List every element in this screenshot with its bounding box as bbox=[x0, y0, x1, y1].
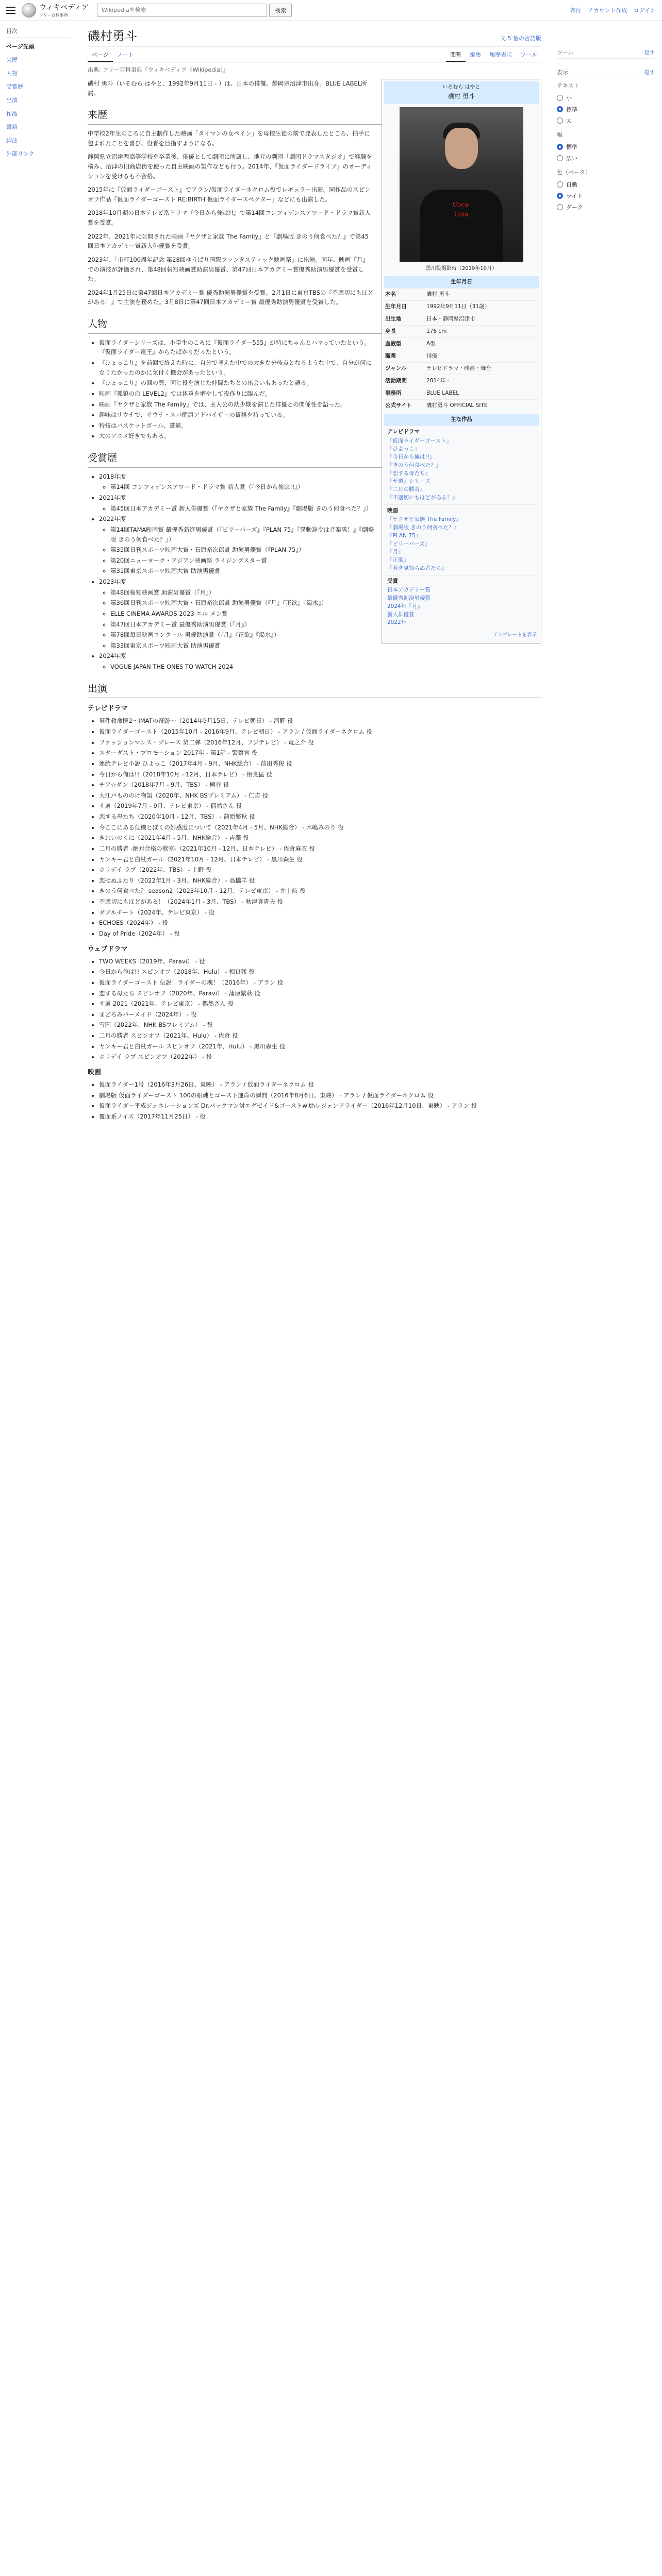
wikipedia-logo[interactable] bbox=[22, 2, 89, 18]
tools-title: ツール bbox=[557, 49, 574, 56]
infobox-works-tv bbox=[384, 426, 539, 504]
tv-item: • 事件救命医2〜IMATの奇跡〜（2014年9月15日、テレビ朝日） - 河野 役 bbox=[99, 716, 541, 726]
search-area bbox=[97, 4, 292, 17]
web-item: • ヤンキー君と白杖ガール スピンオフ（2021年、Hulu） - 黒川森生 役 bbox=[99, 1042, 541, 1052]
tv-item: • ファッションマンス・プレース 第二弾（2016年12月、フジテレビ） - 竜之介 役 bbox=[99, 738, 541, 748]
tv-item: • きれいのくに（2021年4月 - 5月、NHK総合） - 吉澤 役 bbox=[99, 833, 541, 843]
award-item: ◦ 第14回TAMA映画賞 最優秀新進男優賞（『ビリーバーズ』『PLAN 75』『異動辞令は音楽隊！』『劇場版 きのう何食べた？』） bbox=[110, 525, 541, 544]
text-size-option[interactable] bbox=[557, 104, 655, 115]
award-year-label: 2024年度 bbox=[99, 652, 126, 660]
toc-item-books[interactable]: 書籍 bbox=[6, 124, 18, 130]
history-paragraph: 2015年に『仮面ライダーゴースト』でアラン/仮面ライダーネクロム役でレギュラー出演。同作品のスピンオフ作品『仮面ライダーゴースト RE:BIRTH 仮面ライダースペクター』などにも出演した。 bbox=[88, 186, 371, 203]
logo-title: ウィキペディア bbox=[39, 4, 89, 12]
radio-icon[interactable] bbox=[557, 117, 563, 124]
infobox-row-key: 活動期間 bbox=[385, 377, 407, 384]
tab-talk[interactable]: ノート bbox=[117, 52, 134, 58]
infobox-row-key: 血液型 bbox=[385, 340, 402, 347]
tv-item: • チア☆ダン（2018年7月 - 9月、TBS） - 桐谷 役 bbox=[99, 780, 541, 790]
infobox-row bbox=[384, 337, 539, 350]
article-title: 磯村勇斗 bbox=[88, 29, 137, 43]
award-year-label: 2021年度 bbox=[99, 494, 126, 502]
toc-title: 目次 bbox=[6, 27, 71, 38]
infobox-header bbox=[384, 81, 539, 104]
award-item: ◦ 第48回報知映画賞 助演男優賞（『月』） bbox=[110, 588, 541, 598]
width-title: 幅 bbox=[557, 131, 562, 138]
history-paragraph: 2022年、2021年に公開された映画『ヤクザと家族 The Family』と『劇場版 きのう何食べた？』で第45回日本アカデミー賞新人俳優賞を受賞。 bbox=[88, 232, 369, 250]
award-item: ◦ ELLE CINEMA AWARDS 2023 エル メン賞 bbox=[110, 609, 541, 619]
toc-item-notes[interactable]: 脚注 bbox=[6, 137, 18, 144]
award-item: ◦ 第14回 コンフィデンスアワード・ドラマ賞 新人賞（『今日から俺は!!』） bbox=[110, 482, 541, 492]
section-appearances-heading: 出演 bbox=[88, 681, 541, 699]
award-year-label: 2023年度 bbox=[99, 578, 126, 586]
person-item: • 『ひょっこり』を前回で終えた時に、自分で考えた中での大きな分岐点となるような中で、自分が何になりたかったのかに気付く機会があったという。 bbox=[99, 358, 541, 377]
infobox-work-item[interactable]: 『正欲』 bbox=[387, 557, 409, 564]
hide-tools-button[interactable]: 隠す bbox=[644, 50, 655, 56]
infobox-row-key: 事務所 bbox=[385, 389, 402, 396]
infobox-row-value: 1992年9月11日（31歳） bbox=[426, 303, 490, 310]
tab-edit[interactable]: 編集 bbox=[470, 52, 482, 58]
tv-item: • ECHOES（2024年） - 役 bbox=[99, 918, 541, 928]
infobox-row-key: 職業 bbox=[385, 352, 396, 359]
infobox-row-value: 176 cm bbox=[426, 328, 447, 334]
infobox-work-item[interactable]: 『恋する母たち』 bbox=[387, 470, 431, 477]
infobox-work-item[interactable]: 『若き見知らぬ者たち』 bbox=[387, 565, 447, 571]
award-item: ◦ 第31回東京スポーツ映画大賞 助演男優賞 bbox=[110, 566, 541, 576]
tab-page[interactable]: ページ bbox=[88, 48, 113, 62]
infobox-work-item[interactable]: 『ビリーバーズ』 bbox=[387, 540, 430, 547]
infobox-row bbox=[384, 288, 539, 300]
menu-icon[interactable] bbox=[6, 7, 15, 14]
infobox-row bbox=[384, 362, 539, 375]
infobox-section-works: 主な作品 bbox=[384, 414, 539, 426]
infobox-works-film bbox=[384, 504, 539, 575]
film-item: • 劇場版 仮面ライダーゴースト 100の眼魂とゴースト運命の瞬間（2016年8月6日、東映） - アラン / 仮面ライダーネクロム 役 bbox=[99, 1091, 541, 1100]
color-option-label: ダーク bbox=[566, 204, 583, 211]
web-item: • サ道 2021（2021年、テレビ東京） - 偶然さん 役 bbox=[99, 999, 541, 1009]
radio-icon[interactable] bbox=[557, 106, 563, 112]
infobox-row bbox=[384, 399, 539, 412]
infobox-work-item[interactable]: 『きのう何食べた？』 bbox=[387, 462, 441, 468]
infobox-row-value: 俳優 bbox=[426, 352, 437, 359]
infobox-works-film-title: 映画 bbox=[387, 507, 398, 514]
header-links bbox=[570, 6, 656, 14]
tv-item: • ダブルチート（2024年、テレビ東京） - 役 bbox=[99, 908, 541, 918]
infobox-work-item[interactable]: 2022年 bbox=[387, 619, 407, 626]
web-item: • 二月の勝者 スピンオフ（2021年、Hulu） - 佐倉 役 bbox=[99, 1031, 541, 1041]
award-item: ◦ 第35回日刊スポーツ映画大賞・石原裕次郎賞 助演男優賞（『PLAN 75』） bbox=[110, 545, 541, 555]
tv-item: • 今ここにある危機とぼくの好感度について（2021年4月 - 5月、NHK総合） - 木嶋みのり 役 bbox=[99, 823, 541, 833]
text-size-title: テキスト bbox=[557, 82, 580, 89]
tools-block bbox=[557, 48, 655, 59]
film-item: • 仮面ライダー平成ジェネレーションズ Dr.パックマン対エグゼイド&ゴーストwithレジェンドライダー（2016年12月10日、東映） - アラン 役 bbox=[99, 1101, 541, 1111]
infobox-row-key: ジャンル bbox=[385, 365, 407, 371]
infobox-rows bbox=[384, 288, 539, 412]
tv-item: • 二月の勝者 -絶対合格の教室-（2021年10月 - 12月、日本テレビ） - 佐倉麻衣 役 bbox=[99, 844, 541, 854]
photo-caption: 黒川役撮影時（2019年10月） bbox=[425, 265, 498, 272]
appearance-title: 表示 bbox=[557, 69, 568, 76]
infobox-work-item[interactable]: 『サ道』シリーズ bbox=[387, 478, 431, 485]
award-item: ◦ VOGUE JAPAN THE ONES TO WATCH 2024 bbox=[110, 662, 541, 672]
tv-item: • 恋せぬふたり（2022年1月 - 3月、NHK総合） - 高橋羊 役 bbox=[99, 876, 541, 886]
tv-item: • 仮面ライダーゴースト（2015年10月 - 2016年9月、テレビ朝日） - アラン / 仮面ライダーネクロム 役 bbox=[99, 727, 541, 737]
page-tabs bbox=[88, 48, 541, 62]
web-item: • 雪国（2022年、NHK BSプレミアム） - 役 bbox=[99, 1020, 541, 1030]
shirt-print: Coca-Cola bbox=[452, 200, 471, 218]
page-title bbox=[88, 26, 541, 46]
infobox-work-item[interactable]: 『今日から俺は!!』 bbox=[387, 454, 435, 461]
tv-list bbox=[99, 716, 541, 938]
portrait-photo[interactable] bbox=[400, 107, 523, 262]
login-link[interactable]: ログイン bbox=[633, 7, 656, 14]
infobox-awards-title: 受賞 bbox=[387, 578, 398, 584]
infobox-row-key: 生年月日 bbox=[385, 303, 407, 310]
infobox-row bbox=[384, 350, 539, 362]
toc-item-awards[interactable]: 受賞歴 bbox=[6, 83, 23, 90]
infobox-works-tv-title: テレビドラマ bbox=[387, 428, 420, 435]
color-option[interactable] bbox=[557, 190, 655, 201]
award-item: ◦ 第78回毎日映画コンクール 男優助演賞（『月』『正欲』『渇水』） bbox=[110, 630, 541, 640]
infobox-row bbox=[384, 375, 539, 387]
award-year-label: 2018年度 bbox=[99, 472, 126, 480]
history-paragraph: 静岡県立沼津西高等学校を卒業後、俳優として劇団に所属し、地元の劇団「劇団ドラマスタジオ」で経験を積み、沼津の旧商店街を使った自主映画の製作なども行う。2014年、『仮面ライダードライブ』のオーディションを受けるも不合格。 bbox=[88, 153, 372, 180]
history-paragraph: 2023年、「市町100周年記念 第28回ゆうばり国際ファンタスティック映画祭」に出演。同年、映画『月』での演技が評価され、第48回報知映画賞助演男優賞、第47回日本アカデミー賞優秀助演男優賞を受賞した。 bbox=[88, 256, 369, 283]
tab-tools[interactable]: ツール bbox=[520, 52, 537, 58]
infobox-row-key: 公式サイト bbox=[385, 402, 412, 409]
tv-item: • スターダスト・プロモーション 2017年 - 第1話 - 警察官 役 bbox=[99, 748, 541, 758]
text-size-option[interactable] bbox=[557, 92, 655, 104]
radio-icon[interactable] bbox=[557, 193, 563, 199]
person-item: • 特技はバスケットボール、書道。 bbox=[99, 421, 541, 431]
globe-icon bbox=[22, 3, 36, 18]
section-history-heading: 来歴 bbox=[88, 107, 541, 125]
text-size-option-label: 小 bbox=[566, 95, 572, 101]
text-size-option[interactable] bbox=[557, 115, 655, 126]
color-option-label: 自動 bbox=[566, 181, 577, 188]
search-button[interactable]: 検索 bbox=[269, 4, 292, 17]
section-awards-heading: 受賞歴 bbox=[88, 450, 541, 468]
infobox-work-item[interactable]: 『不適切にもほどがある！』 bbox=[387, 494, 458, 501]
tab-history[interactable]: 履歴表示 bbox=[489, 52, 512, 58]
logo-subtitle: フリー百科事典 bbox=[39, 13, 68, 18]
color-title: 色（ベータ） bbox=[557, 169, 591, 176]
tv-item: • 大江戸もののけ物語（2020年、NHK BSプレミアム） - 仁吉 役 bbox=[99, 791, 541, 801]
film-item: • 仮面ライダー1号（2016年3月26日、東映） - アラン / 仮面ライダーネクロム 役 bbox=[99, 1080, 541, 1090]
infobox-row bbox=[384, 325, 539, 337]
web-item: • 仮面ライダーゴースト 伝説！ライダーの魂！（2016年） - アラン 役 bbox=[99, 978, 541, 988]
template-link[interactable]: テンプレートを表示 bbox=[493, 632, 537, 638]
history-paragraph: 2018年10月期の日本テレビ系ドラマ『今日から俺は!!』で第14回コンフィデンスアワード・ドラマ賞新人賞を受賞。 bbox=[88, 209, 371, 227]
infobox-work-item[interactable]: 『ヤクザと家族 The Family』 bbox=[387, 516, 461, 523]
infobox bbox=[382, 79, 541, 643]
tv-item: • 今日から俺は!!（2018年10月 - 12月、日本テレビ） - 相良猛 役 bbox=[99, 770, 541, 779]
toc-item-external[interactable]: 外部リンク bbox=[6, 150, 35, 157]
color-option-label: ライト bbox=[566, 193, 583, 199]
infobox-awards bbox=[384, 575, 539, 630]
film-item: • 覆面系ノイズ（2017年11月25日） - 役 bbox=[99, 1112, 541, 1122]
main-content bbox=[88, 26, 541, 1125]
infobox-work-item[interactable]: 日本アカデミー賞 bbox=[387, 587, 431, 594]
infobox-row bbox=[384, 387, 539, 399]
color-option[interactable] bbox=[557, 201, 655, 213]
infobox-work-item[interactable]: 『PLAN 75』 bbox=[387, 532, 421, 539]
infobox-work-item[interactable]: 『二月の勝者』 bbox=[387, 486, 425, 493]
award-year-label: 2022年度 bbox=[99, 515, 126, 523]
tv-item: • きのう何食べた？ season2（2023年10月 - 12月、テレビ東京） - 井上航 役 bbox=[99, 886, 541, 896]
width-option-label: 広い bbox=[566, 155, 577, 162]
infobox-work-item[interactable]: 『仮面ライダーゴースト』 bbox=[387, 437, 452, 444]
infobox-row-key: 本名 bbox=[385, 291, 396, 297]
tab-read[interactable]: 閲覧 bbox=[446, 48, 466, 62]
infobox-row-value: BLUE LABEL bbox=[426, 389, 459, 396]
tv-drama-heading: テレビドラマ bbox=[88, 705, 128, 713]
appearance-block bbox=[557, 68, 655, 213]
radio-icon[interactable] bbox=[557, 181, 563, 188]
tv-item: • サ道（2019年7月 - 9月、テレビ東京） - 偶然さん 役 bbox=[99, 801, 541, 811]
person-item: • 大のアニメ好きでもある。 bbox=[99, 431, 541, 441]
infobox-work-item[interactable]: 『劇場版 きのう何食べた？』 bbox=[387, 524, 459, 531]
person-item: • 映画『ヤクザと家族 The Family』では、主人公の幼少期を演じた俳優との関係性を語った。 bbox=[99, 400, 541, 410]
tv-item: • 連続テレビ小説 ひよっこ（2017年4月 - 9月、NHK総合） - 前田秀俊 役 bbox=[99, 759, 541, 769]
toc-sidebar bbox=[0, 23, 77, 164]
award-item: ◦ 第33回東京スポーツ映画大賞 助演男優賞 bbox=[110, 641, 541, 651]
toc-item-history[interactable]: 来歴 bbox=[6, 57, 18, 63]
infobox-work-item[interactable]: 最優秀助演男優賞 bbox=[387, 595, 431, 602]
infobox-work-item[interactable]: 2024年『月』 bbox=[387, 603, 423, 609]
right-sidebar bbox=[557, 48, 655, 222]
lead-paragraph: 磯村 勇斗（いそむら はやと、1992年9月11日 - ）は、日本の俳優。静岡県沼津市出身。BLUE LABEL所属。 bbox=[88, 80, 367, 97]
search-input[interactable] bbox=[97, 4, 267, 17]
infobox-work-item[interactable]: 『月』 bbox=[387, 549, 404, 555]
web-drama-heading: ウェブドラマ bbox=[88, 945, 128, 953]
radio-icon[interactable] bbox=[557, 204, 563, 210]
film-list bbox=[99, 1080, 541, 1122]
infobox-name: 磯村 勇斗 bbox=[448, 93, 475, 100]
infobox-row-value: A型 bbox=[426, 340, 436, 347]
person-item: • 趣味はサウナで、サウナ・スパ健康アドバイザーの資格を持っている。 bbox=[99, 410, 541, 420]
award-item: ◦ 第36回日刊スポーツ映画大賞・石原裕次郎賞 助演男優賞（『月』『正欲』『渇水』） bbox=[110, 598, 541, 608]
text-size-option-label: 大 bbox=[566, 117, 572, 124]
infobox-section-profile: 生年月日 bbox=[384, 276, 539, 288]
radio-icon[interactable] bbox=[557, 155, 563, 161]
tv-item: • 不適切にもほどがある！（2024年1月 - 3月、TBS） - 秋津真貴夫 役 bbox=[99, 897, 541, 907]
toc-item-works[interactable]: 作品 bbox=[6, 110, 18, 117]
infobox-work-item[interactable]: 新人俳優賞 bbox=[387, 611, 415, 618]
from-line: 出典: フリー百科事典『ウィキペディア（Wikipedia）』 bbox=[88, 66, 229, 73]
person-item: • 映画『孤狼の血 LEVEL2』では体重を増やして役作りに臨んだ。 bbox=[99, 389, 541, 399]
history-paragraph: 2024年1月25日に第47回日本アカデミー賞 優秀助演男優賞を受賞。2月1日に東京TBSの『不適切にもほどがある！』で主演を務めた。3月8日に第47回日本アカデミー賞 最優秀助演男優賞を受賞した。 bbox=[88, 289, 374, 306]
web-list bbox=[99, 957, 541, 1062]
web-item: • ホリデイ ラブ スピンオフ（2022年） - 役 bbox=[99, 1052, 541, 1062]
infobox-row-key: 身長 bbox=[385, 328, 396, 334]
create-account-link[interactable]: アカウント作成 bbox=[587, 7, 627, 14]
person-item: • 仮面ライダーシリーズは、小学生のころに『仮面ライダー555』が特にちゃんとハマっていたという。『仮面ライダー電王』からたばかりだったという。 bbox=[99, 338, 541, 357]
award-item: ◦ 第45回日本アカデミー賞 新人俳優賞（『ヤクザと家族 The Family』『劇場版 きのう何食べた？』） bbox=[110, 504, 541, 514]
donate-link[interactable]: 寄付 bbox=[570, 7, 582, 14]
radio-icon[interactable] bbox=[557, 95, 563, 101]
web-item: • TWO WEEKS（2019年、Paravi） - 役 bbox=[99, 957, 541, 967]
tv-item: • ホリデイ ラブ（2022年、TBS） - 上野 役 bbox=[99, 865, 541, 875]
award-item: ◦ 第20回ニューヨーク・アジアン映画祭 ライジングスター賞 bbox=[110, 556, 541, 566]
toc-item-top[interactable]: ページ先頭 bbox=[6, 43, 35, 50]
tv-item: • ヤンキー君と白杖ガール（2021年10月 - 12月、日本テレビ） - 黒川森生 役 bbox=[99, 855, 541, 865]
text-size-option-label: 標準 bbox=[566, 106, 577, 113]
top-header bbox=[0, 0, 662, 21]
infobox-row-value: 2014年 - bbox=[426, 377, 450, 384]
width-option[interactable] bbox=[557, 152, 655, 164]
infobox-work-item[interactable]: 『ひよっこ』 bbox=[387, 446, 420, 452]
history-paragraph: 中学校2年生のころに自主制作した映画「タイマンの女ペイン」を母校生徒の前で発表したところ、拍手に包まれたことを喜び、役者を目指すようになる。 bbox=[88, 130, 370, 147]
film-heading: 映画 bbox=[88, 1068, 102, 1076]
tv-item: • 恋する母たち（2020年10月 - 12月、TBS） - 蒲原繁秋 役 bbox=[99, 812, 541, 822]
width-option[interactable] bbox=[557, 141, 655, 152]
person-item: • 『ひょっこり』の回の際、同じ役を演じた仲間たちとの出会いもあったと語る。 bbox=[99, 378, 541, 388]
infobox-row-key: 出生地 bbox=[385, 315, 402, 322]
tv-item: • Day of Pride（2024年） - 役 bbox=[99, 929, 541, 939]
award-year bbox=[99, 651, 541, 671]
infobox-row-value: テレビドラマ・映画・舞台 bbox=[426, 365, 491, 371]
infobox-name-kana: いそむら はやと bbox=[442, 84, 481, 90]
infobox-row bbox=[384, 300, 539, 313]
award-item: ◦ 第47回日本アカデミー賞 最優秀助演男優賞（『月』） bbox=[110, 620, 541, 630]
color-option[interactable] bbox=[557, 179, 655, 190]
language-button[interactable]: 文 5 個の言語版 bbox=[500, 35, 541, 42]
width-option-label: 標準 bbox=[566, 144, 577, 150]
hide-appearance-button[interactable]: 隠す bbox=[644, 70, 655, 76]
section-person-heading: 人物 bbox=[88, 316, 541, 334]
article-body bbox=[88, 79, 541, 1121]
web-item: • まどろみバーメイド（2024年） - 役 bbox=[99, 1010, 541, 1020]
web-item: • 恋する母たち スピンオフ（2020年、Paravi） - 蒲原繁秋 役 bbox=[99, 989, 541, 998]
toc-item-person[interactable]: 人物 bbox=[6, 70, 18, 77]
infobox-row bbox=[384, 313, 539, 325]
toc-item-appearances[interactable]: 出演 bbox=[6, 97, 18, 104]
infobox-row-value: 日本・静岡県沼津市 bbox=[426, 315, 475, 322]
infobox-row-value: 磯村勇斗 OFFICIAL SITE bbox=[426, 402, 488, 409]
web-item: • 今日から俺は!! スピンオフ（2018年、Hulu） - 相良猛 役 bbox=[99, 967, 541, 977]
radio-icon[interactable] bbox=[557, 144, 563, 150]
infobox-row-value: 磯村 勇斗 bbox=[426, 291, 450, 297]
